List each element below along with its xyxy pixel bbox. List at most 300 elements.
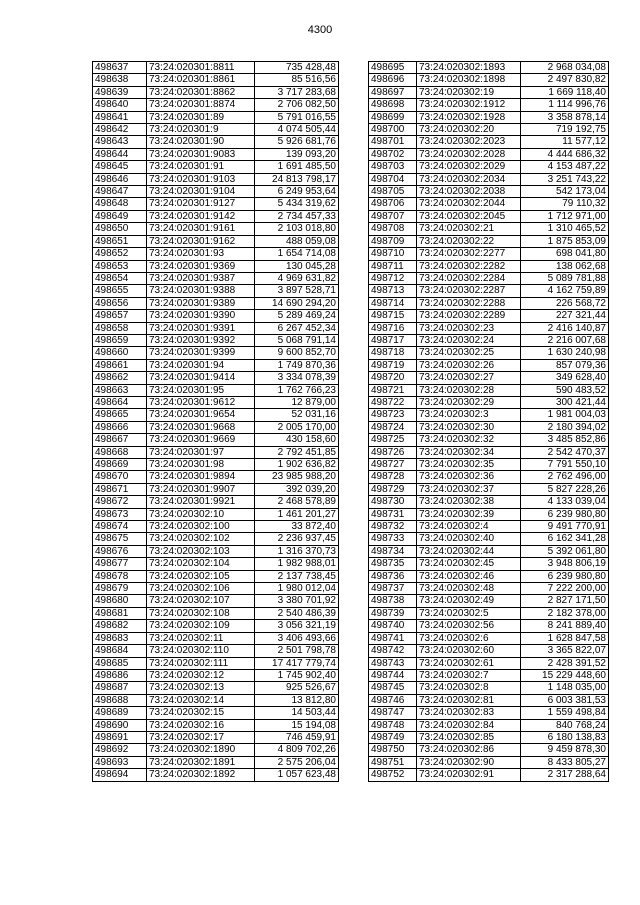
cadastral-value: 2 762 496,00 [521, 471, 609, 483]
record-number: 498726 [369, 446, 417, 458]
cadastral-number: 73:24:020302:6 [417, 632, 521, 644]
table-row [369, 434, 609, 446]
table-row [93, 632, 339, 644]
cadastral-value: 4 969 631,82 [255, 272, 339, 284]
table-row [369, 645, 609, 657]
cadastral-value: 24 813 798,17 [255, 173, 339, 185]
record-number: 498711 [369, 260, 417, 272]
table-row [369, 620, 609, 632]
cadastral-value: 925 526,67 [255, 682, 339, 694]
cadastral-number: 73:24:020301:9921 [147, 496, 255, 508]
record-number: 498676 [93, 545, 147, 557]
cadastral-number: 73:24:020302:17 [147, 731, 255, 743]
cadastral-value: 2 317 288,64 [521, 769, 609, 781]
cadastral-number: 73:24:020302:7 [417, 669, 521, 681]
record-number: 498708 [369, 223, 417, 235]
cadastral-value: 6 162 341,28 [521, 533, 609, 545]
record-number: 498710 [369, 248, 417, 260]
record-number: 498648 [93, 198, 147, 210]
table-row [93, 235, 339, 247]
cadastral-value: 2 103 018,80 [255, 223, 339, 235]
cadastral-value: 2 540 486,39 [255, 607, 339, 619]
table-row [93, 744, 339, 756]
record-number: 498732 [369, 521, 417, 533]
table-row [93, 111, 339, 123]
cadastral-value: 139 093,20 [255, 148, 339, 160]
record-number: 498738 [369, 595, 417, 607]
cadastral-value: 735 428,48 [255, 62, 339, 74]
cadastral-value: 5 434 319,62 [255, 198, 339, 210]
table-row [93, 508, 339, 520]
record-number: 498698 [369, 99, 417, 111]
table-row [93, 161, 339, 173]
cadastral-value: 5 926 681,76 [255, 136, 339, 148]
record-number: 498639 [93, 86, 147, 98]
table-row [93, 719, 339, 731]
record-number: 498659 [93, 334, 147, 346]
cadastral-value: 52 031,16 [255, 409, 339, 421]
table-row [369, 632, 609, 644]
cadastral-number: 73:24:020301:9142 [147, 210, 255, 222]
cadastral-number: 73:24:020302:44 [417, 545, 521, 557]
cadastral-number: 73:24:020301:9387 [147, 272, 255, 284]
cadastral-number: 73:24:020302:3 [417, 409, 521, 421]
record-number: 498667 [93, 434, 147, 446]
cadastral-value: 1 148 035,00 [521, 682, 609, 694]
table-row [93, 62, 339, 74]
table-row [369, 471, 609, 483]
cadastral-value: 2 501 798,78 [255, 645, 339, 657]
cadastral-value: 5 089 781,88 [521, 272, 609, 284]
table-row [369, 607, 609, 619]
record-number: 498731 [369, 508, 417, 520]
record-number: 498730 [369, 496, 417, 508]
cadastral-number: 73:24:020302:2282 [417, 260, 521, 272]
record-number: 498735 [369, 558, 417, 570]
cadastral-value: 6 239 980,80 [521, 570, 609, 582]
cadastral-value: 2 792 451,85 [255, 446, 339, 458]
cadastral-number: 73:24:020302:2289 [417, 310, 521, 322]
cadastral-value: 5 392 061,80 [521, 545, 609, 557]
cadastral-value: 3 948 806,19 [521, 558, 609, 570]
cadastral-value: 542 173,04 [521, 186, 609, 198]
record-number: 498718 [369, 347, 417, 359]
cadastral-value: 1 628 847,58 [521, 632, 609, 644]
cadastral-value: 15 229 448,60 [521, 669, 609, 681]
table-row [369, 570, 609, 582]
registry-table-left [92, 61, 339, 782]
cadastral-number: 73:24:020302:108 [147, 607, 255, 619]
table-row [93, 694, 339, 706]
table-row [369, 210, 609, 222]
record-number: 498679 [93, 583, 147, 595]
record-number: 498660 [93, 347, 147, 359]
table-row [93, 384, 339, 396]
table-row [93, 322, 339, 334]
record-number: 498643 [93, 136, 147, 148]
record-number: 498744 [369, 669, 417, 681]
record-number: 498650 [93, 223, 147, 235]
cadastral-value: 1 114 996,76 [521, 99, 609, 111]
record-number: 498655 [93, 285, 147, 297]
cadastral-number: 73:24:020302:22 [417, 235, 521, 247]
cadastral-number: 73:24:020302:25 [417, 347, 521, 359]
table-row [369, 595, 609, 607]
page-number: 4300 [307, 24, 333, 36]
cadastral-value: 3 406 493,66 [255, 632, 339, 644]
cadastral-value: 12 879,00 [255, 396, 339, 408]
cadastral-value: 300 421,44 [521, 396, 609, 408]
cadastral-value: 698 041,80 [521, 248, 609, 260]
cadastral-number: 73:24:020301:9668 [147, 421, 255, 433]
cadastral-number: 73:24:020302:23 [417, 322, 521, 334]
record-number: 498705 [369, 186, 417, 198]
cadastral-value: 23 985 988,20 [255, 471, 339, 483]
table-row [93, 198, 339, 210]
cadastral-value: 392 039,20 [255, 483, 339, 495]
cadastral-value: 430 158,60 [255, 434, 339, 446]
cadastral-number: 73:24:020302:30 [417, 421, 521, 433]
cadastral-value: 79 110,32 [521, 198, 609, 210]
record-number: 498722 [369, 396, 417, 408]
record-number: 498752 [369, 769, 417, 781]
table-row [93, 769, 339, 781]
record-number: 498688 [93, 694, 147, 706]
cadastral-number: 73:24:020301:97 [147, 446, 255, 458]
record-number: 498666 [93, 421, 147, 433]
table-row [93, 471, 339, 483]
cadastral-number: 73:24:020302:86 [417, 744, 521, 756]
table-row [93, 297, 339, 309]
record-number: 498678 [93, 570, 147, 582]
cadastral-number: 73:24:020302:1893 [417, 62, 521, 74]
cadastral-number: 73:24:020302:1912 [417, 99, 521, 111]
cadastral-number: 73:24:020302:8 [417, 682, 521, 694]
cadastral-number: 73:24:020302:21 [417, 223, 521, 235]
cadastral-number: 73:24:020301:9161 [147, 223, 255, 235]
table-row [93, 459, 339, 471]
table-row [369, 260, 609, 272]
cadastral-number: 73:24:020302:16 [147, 719, 255, 731]
table-row [369, 272, 609, 284]
cadastral-number: 73:24:020302:2028 [417, 148, 521, 160]
cadastral-value: 5 791 016,55 [255, 111, 339, 123]
cadastral-number: 73:24:020302:10 [147, 508, 255, 520]
table-row [369, 62, 609, 74]
record-number: 498645 [93, 161, 147, 173]
registry-table-left-body [93, 62, 339, 782]
cadastral-number: 73:24:020301:9894 [147, 471, 255, 483]
cadastral-number: 73:24:020301:8811 [147, 62, 255, 74]
cadastral-number: 73:24:020302:34 [417, 446, 521, 458]
record-number: 498715 [369, 310, 417, 322]
table-row [369, 744, 609, 756]
cadastral-value: 1 461 201,27 [255, 508, 339, 520]
cadastral-number: 73:24:020301:91 [147, 161, 255, 173]
cadastral-value: 11 577,12 [521, 136, 609, 148]
cadastral-number: 73:24:020301:8861 [147, 74, 255, 86]
table-row [93, 136, 339, 148]
cadastral-number: 73:24:020301:9103 [147, 173, 255, 185]
cadastral-value: 746 459,91 [255, 731, 339, 743]
cadastral-value: 840 768,24 [521, 719, 609, 731]
cadastral-number: 73:24:020301:9083 [147, 148, 255, 160]
table-row [369, 508, 609, 520]
record-number: 498697 [369, 86, 417, 98]
cadastral-number: 73:24:020302:2277 [417, 248, 521, 260]
table-row [93, 434, 339, 446]
cadastral-number: 73:24:020302:84 [417, 719, 521, 731]
table-row [93, 74, 339, 86]
cadastral-value: 130 045,28 [255, 260, 339, 272]
table-row [93, 99, 339, 111]
record-number: 498716 [369, 322, 417, 334]
table-row [369, 558, 609, 570]
table-row [369, 396, 609, 408]
cadastral-number: 73:24:020302:90 [417, 756, 521, 768]
record-number: 498644 [93, 148, 147, 160]
table-row [93, 223, 339, 235]
record-number: 498737 [369, 583, 417, 595]
cadastral-value: 1 057 623,48 [255, 769, 339, 781]
table-row [93, 657, 339, 669]
record-number: 498748 [369, 719, 417, 731]
table-row [93, 446, 339, 458]
record-number: 498733 [369, 533, 417, 545]
record-number: 498691 [93, 731, 147, 743]
cadastral-number: 73:24:020302:81 [417, 694, 521, 706]
record-number: 498739 [369, 607, 417, 619]
record-number: 498638 [93, 74, 147, 86]
cadastral-number: 73:24:020302:36 [417, 471, 521, 483]
cadastral-number: 73:24:020301:93 [147, 248, 255, 260]
table-row [369, 173, 609, 185]
cadastral-number: 73:24:020302:91 [417, 769, 521, 781]
cadastral-number: 73:24:020301:9 [147, 124, 255, 136]
table-row [93, 756, 339, 768]
table-row [93, 545, 339, 557]
table-row [369, 148, 609, 160]
cadastral-number: 73:24:020301:9389 [147, 297, 255, 309]
table-row [369, 756, 609, 768]
record-number: 498747 [369, 707, 417, 719]
cadastral-value: 2 706 082,50 [255, 99, 339, 111]
table-row [369, 731, 609, 743]
cadastral-number: 73:24:020302:45 [417, 558, 521, 570]
record-number: 498658 [93, 322, 147, 334]
record-number: 498721 [369, 384, 417, 396]
table-row [369, 669, 609, 681]
cadastral-value: 14 690 294,20 [255, 297, 339, 309]
table-row [93, 533, 339, 545]
record-number: 498663 [93, 384, 147, 396]
cadastral-number: 73:24:020302:2287 [417, 285, 521, 297]
cadastral-number: 73:24:020302:2034 [417, 173, 521, 185]
cadastral-number: 73:24:020301:9391 [147, 322, 255, 334]
cadastral-number: 73:24:020302:102 [147, 533, 255, 545]
cadastral-number: 73:24:020301:9612 [147, 396, 255, 408]
record-number: 498709 [369, 235, 417, 247]
cadastral-number: 73:24:020302:13 [147, 682, 255, 694]
table-row [93, 359, 339, 371]
table-row [93, 334, 339, 346]
cadastral-value: 1 980 012,04 [255, 583, 339, 595]
record-number: 498670 [93, 471, 147, 483]
table-row [93, 248, 339, 260]
table-row [93, 483, 339, 495]
table-row [93, 645, 339, 657]
table-row [93, 173, 339, 185]
record-number: 498751 [369, 756, 417, 768]
cadastral-value: 1 316 370,73 [255, 545, 339, 557]
cadastral-value: 1 630 240,98 [521, 347, 609, 359]
cadastral-number: 73:24:020301:9127 [147, 198, 255, 210]
cadastral-number: 73:24:020302:60 [417, 645, 521, 657]
table-row [369, 124, 609, 136]
record-number: 498674 [93, 521, 147, 533]
cadastral-value: 2 216 007,68 [521, 334, 609, 346]
table-row [93, 607, 339, 619]
cadastral-value: 1 310 465,52 [521, 223, 609, 235]
record-number: 498664 [93, 396, 147, 408]
cadastral-value: 9 459 878,30 [521, 744, 609, 756]
record-number: 498749 [369, 731, 417, 743]
record-number: 498681 [93, 607, 147, 619]
cadastral-number: 73:24:020302:11 [147, 632, 255, 644]
cadastral-value: 2 827 171,50 [521, 595, 609, 607]
record-number: 498641 [93, 111, 147, 123]
cadastral-number: 73:24:020302:15 [147, 707, 255, 719]
cadastral-value: 2 180 394,02 [521, 421, 609, 433]
record-number: 498694 [93, 769, 147, 781]
record-number: 498700 [369, 124, 417, 136]
record-number: 498677 [93, 558, 147, 570]
cadastral-value: 13 812,80 [255, 694, 339, 706]
record-number: 498682 [93, 620, 147, 632]
table-row [369, 459, 609, 471]
record-number: 498689 [93, 707, 147, 719]
record-number: 498704 [369, 173, 417, 185]
table-row [93, 347, 339, 359]
record-number: 498702 [369, 148, 417, 160]
cadastral-value: 1 749 870,36 [255, 359, 339, 371]
record-number: 498699 [369, 111, 417, 123]
record-number: 498646 [93, 173, 147, 185]
cadastral-value: 1 669 118,40 [521, 86, 609, 98]
cadastral-number: 73:24:020301:9399 [147, 347, 255, 359]
table-row [369, 310, 609, 322]
cadastral-value: 6 180 138,83 [521, 731, 609, 743]
record-number: 498743 [369, 657, 417, 669]
cadastral-value: 15 194,08 [255, 719, 339, 731]
cadastral-value: 3 334 078,39 [255, 372, 339, 384]
record-number: 498661 [93, 359, 147, 371]
cadastral-number: 73:24:020302:100 [147, 521, 255, 533]
cadastral-value: 14 503,44 [255, 707, 339, 719]
record-number: 498656 [93, 297, 147, 309]
cadastral-number: 73:24:020302:2045 [417, 210, 521, 222]
table-row [369, 483, 609, 495]
table-row [93, 421, 339, 433]
cadastral-number: 73:24:020301:90 [147, 136, 255, 148]
cadastral-number: 73:24:020301:9414 [147, 372, 255, 384]
table-row [369, 372, 609, 384]
record-number: 498640 [93, 99, 147, 111]
cadastral-value: 1 902 636,82 [255, 459, 339, 471]
cadastral-value: 4 444 686,32 [521, 148, 609, 160]
cadastral-number: 73:24:020302:106 [147, 583, 255, 595]
cadastral-number: 73:24:020302:26 [417, 359, 521, 371]
cadastral-number: 73:24:020301:94 [147, 359, 255, 371]
table-row [93, 682, 339, 694]
cadastral-number: 73:24:020301:9162 [147, 235, 255, 247]
record-number: 498712 [369, 272, 417, 284]
cadastral-number: 73:24:020301:9392 [147, 334, 255, 346]
cadastral-value: 3 380 701,92 [255, 595, 339, 607]
cadastral-number: 73:24:020301:9654 [147, 409, 255, 421]
table-row [369, 694, 609, 706]
cadastral-value: 1 712 971,00 [521, 210, 609, 222]
table-row [93, 272, 339, 284]
record-number: 498680 [93, 595, 147, 607]
record-number: 498665 [93, 409, 147, 421]
cadastral-number: 73:24:020302:104 [147, 558, 255, 570]
cadastral-value: 4 162 759,89 [521, 285, 609, 297]
record-number: 498685 [93, 657, 147, 669]
cadastral-value: 1 559 498,84 [521, 707, 609, 719]
cadastral-value: 2 497 830,82 [521, 74, 609, 86]
table-row [93, 521, 339, 533]
cadastral-number: 73:24:020302:1892 [147, 769, 255, 781]
record-number: 498727 [369, 459, 417, 471]
cadastral-number: 73:24:020302:56 [417, 620, 521, 632]
table-row [93, 496, 339, 508]
cadastral-value: 227 321,44 [521, 310, 609, 322]
cadastral-value: 6 249 953,64 [255, 186, 339, 198]
table-row [369, 496, 609, 508]
cadastral-value: 85 516,56 [255, 74, 339, 86]
table-row [93, 148, 339, 160]
record-number: 498701 [369, 136, 417, 148]
cadastral-number: 73:24:020302:48 [417, 583, 521, 595]
cadastral-value: 857 079,36 [521, 359, 609, 371]
table-row [93, 595, 339, 607]
cadastral-number: 73:24:020302:1890 [147, 744, 255, 756]
cadastral-value: 2 236 937,45 [255, 533, 339, 545]
table-row [369, 359, 609, 371]
record-number: 498707 [369, 210, 417, 222]
cadastral-number: 73:24:020302:107 [147, 595, 255, 607]
table-row [369, 99, 609, 111]
cadastral-value: 2 428 391,52 [521, 657, 609, 669]
cadastral-value: 2 968 034,08 [521, 62, 609, 74]
cadastral-number: 73:24:020301:9369 [147, 260, 255, 272]
table-row [93, 570, 339, 582]
cadastral-number: 73:24:020301:9669 [147, 434, 255, 446]
registry-table-right-body [369, 62, 609, 782]
cadastral-number: 73:24:020302:19 [417, 86, 521, 98]
table-row [369, 297, 609, 309]
cadastral-value: 3 485 852,86 [521, 434, 609, 446]
cadastral-number: 73:24:020302:28 [417, 384, 521, 396]
table-row [369, 223, 609, 235]
cadastral-number: 73:24:020301:9104 [147, 186, 255, 198]
table-row [369, 248, 609, 260]
table-row [369, 707, 609, 719]
table-row [369, 322, 609, 334]
cadastral-number: 73:24:020302:12 [147, 669, 255, 681]
cadastral-number: 73:24:020301:8862 [147, 86, 255, 98]
